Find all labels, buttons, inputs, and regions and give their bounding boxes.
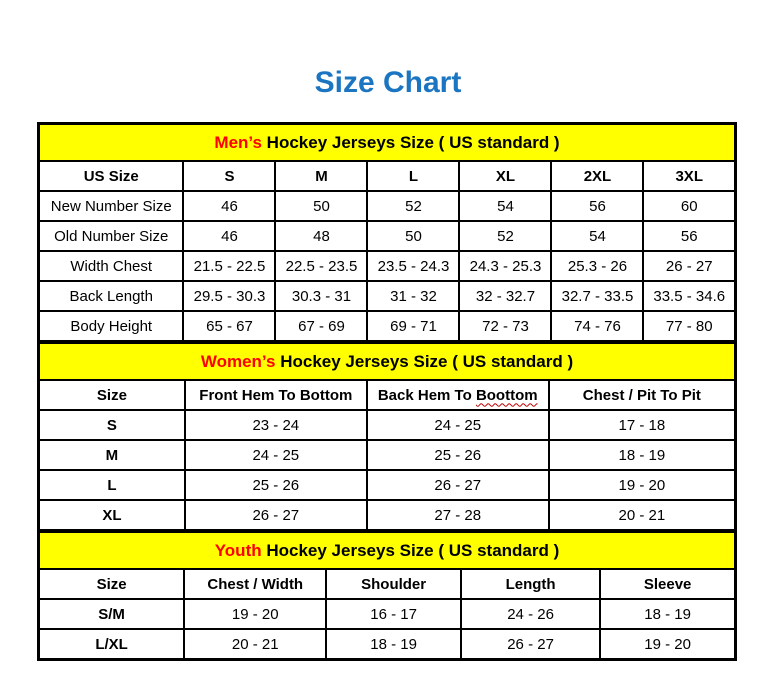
row-label: Body Height (39, 311, 184, 342)
size-value-cell: 52 (367, 191, 459, 221)
size-value-cell: 46 (183, 221, 275, 251)
women-table-row (39, 410, 736, 440)
size-value-cell: 24 - 25 (367, 410, 549, 440)
men-section-band (39, 124, 736, 162)
men-column-header: M (275, 161, 367, 191)
size-value-cell: 18 - 19 (549, 440, 736, 470)
size-value-cell: 24 - 26 (461, 599, 600, 629)
men-column-header: 3XL (643, 161, 735, 191)
youth-section-heading (39, 532, 736, 570)
heading-accent-word: Men’s (214, 132, 262, 152)
youth-size-table (37, 530, 737, 661)
size-value-cell: 19 - 20 (600, 629, 735, 660)
size-value-cell: 25.3 - 26 (551, 251, 643, 281)
size-value-cell: 32 - 32.7 (459, 281, 551, 311)
size-value-cell: 16 - 17 (326, 599, 461, 629)
men-table-row (39, 221, 736, 251)
women-table-row (39, 500, 736, 531)
youth-column-header: Length (461, 569, 600, 599)
youth-column-header: Shoulder (326, 569, 461, 599)
mens-size-table (37, 122, 737, 343)
size-value-cell: 72 - 73 (459, 311, 551, 342)
size-value-cell: 69 - 71 (367, 311, 459, 342)
women-table-row (39, 470, 736, 500)
size-value-cell: 26 - 27 (643, 251, 735, 281)
men-column-header: L (367, 161, 459, 191)
youth-header-row (39, 569, 736, 599)
row-label: S (39, 410, 185, 440)
size-value-cell: 77 - 80 (643, 311, 735, 342)
size-value-cell: 19 - 20 (549, 470, 736, 500)
women-table-row (39, 440, 736, 470)
size-value-cell: 56 (643, 221, 735, 251)
size-value-cell: 26 - 27 (461, 629, 600, 660)
size-value-cell: 67 - 69 (275, 311, 367, 342)
size-value-cell: 48 (275, 221, 367, 251)
youth-column-header: Size (39, 569, 185, 599)
size-value-cell: 17 - 18 (549, 410, 736, 440)
size-value-cell: 19 - 20 (184, 599, 326, 629)
row-label: XL (39, 500, 185, 531)
men-table-row (39, 251, 736, 281)
size-value-cell: 23 - 24 (185, 410, 367, 440)
size-value-cell: 54 (459, 191, 551, 221)
row-label: M (39, 440, 185, 470)
heading-rest-text: Hockey Jerseys Size ( US standard ) (261, 540, 560, 560)
men-table-row (39, 281, 736, 311)
size-value-cell: 23.5 - 24.3 (367, 251, 459, 281)
size-value-cell: 18 - 19 (600, 599, 735, 629)
size-value-cell: 50 (275, 191, 367, 221)
size-value-cell: 32.7 - 33.5 (551, 281, 643, 311)
men-column-header: XL (459, 161, 551, 191)
size-value-cell: 20 - 21 (549, 500, 736, 531)
column-header-text: Back Hem To (377, 386, 476, 404)
men-table-row (39, 191, 736, 221)
row-label: Width Chest (39, 251, 184, 281)
size-value-cell: 60 (643, 191, 735, 221)
row-label: New Number Size (39, 191, 184, 221)
size-value-cell: 20 - 21 (184, 629, 326, 660)
youth-column-header: Sleeve (600, 569, 735, 599)
size-value-cell: 24.3 - 25.3 (459, 251, 551, 281)
size-value-cell: 21.5 - 22.5 (183, 251, 275, 281)
row-label: L (39, 470, 185, 500)
youth-table-row (39, 599, 736, 629)
size-chart-table-group (37, 122, 737, 661)
heading-rest-text: Hockey Jerseys Size ( US standard ) (275, 351, 574, 371)
youth-column-header: Chest / Width (184, 569, 326, 599)
size-value-cell: 46 (183, 191, 275, 221)
size-value-cell: 56 (551, 191, 643, 221)
page-title: Size Chart (314, 66, 462, 99)
men-column-header: 2XL (551, 161, 643, 191)
heading-rest-text: Hockey Jerseys Size ( US standard ) (261, 132, 560, 152)
size-value-cell: 27 - 28 (367, 500, 549, 531)
women-column-header (367, 380, 549, 410)
women-section-band (39, 343, 736, 381)
row-label: S/M (39, 599, 185, 629)
men-section-heading (39, 124, 736, 162)
misspelled-word: Boottom (475, 386, 538, 404)
women-column-header: Chest / Pit To Pit (549, 380, 736, 410)
size-value-cell: 26 - 27 (367, 470, 549, 500)
women-section-heading (39, 343, 736, 381)
youth-section-band (39, 532, 736, 570)
row-label: Old Number Size (39, 221, 184, 251)
size-value-cell: 30.3 - 31 (275, 281, 367, 311)
size-value-cell: 52 (459, 221, 551, 251)
size-value-cell: 26 - 27 (185, 500, 367, 531)
men-column-header: S (183, 161, 275, 191)
size-value-cell: 29.5 - 30.3 (183, 281, 275, 311)
youth-table-row (39, 629, 736, 660)
size-value-cell: 65 - 67 (183, 311, 275, 342)
size-value-cell: 25 - 26 (185, 470, 367, 500)
heading-accent-word: Youth (214, 540, 262, 560)
row-label: Back Length (39, 281, 184, 311)
size-value-cell: 18 - 19 (326, 629, 461, 660)
women-column-header: Front Hem To Bottom (185, 380, 367, 410)
womens-size-table (37, 341, 737, 532)
size-value-cell: 22.5 - 23.5 (275, 251, 367, 281)
size-value-cell: 54 (551, 221, 643, 251)
size-value-cell: 50 (367, 221, 459, 251)
size-value-cell: 33.5 - 34.6 (643, 281, 735, 311)
women-column-header: Size (39, 380, 185, 410)
size-value-cell: 31 - 32 (367, 281, 459, 311)
heading-accent-word: Women’s (200, 351, 276, 371)
women-header-row (39, 380, 736, 410)
size-value-cell: 25 - 26 (367, 440, 549, 470)
size-value-cell: 24 - 25 (185, 440, 367, 470)
men-column-header: US Size (39, 161, 184, 191)
men-header-row (39, 161, 736, 191)
men-table-row (39, 311, 736, 342)
row-label: L/XL (39, 629, 185, 660)
size-value-cell: 74 - 76 (551, 311, 643, 342)
